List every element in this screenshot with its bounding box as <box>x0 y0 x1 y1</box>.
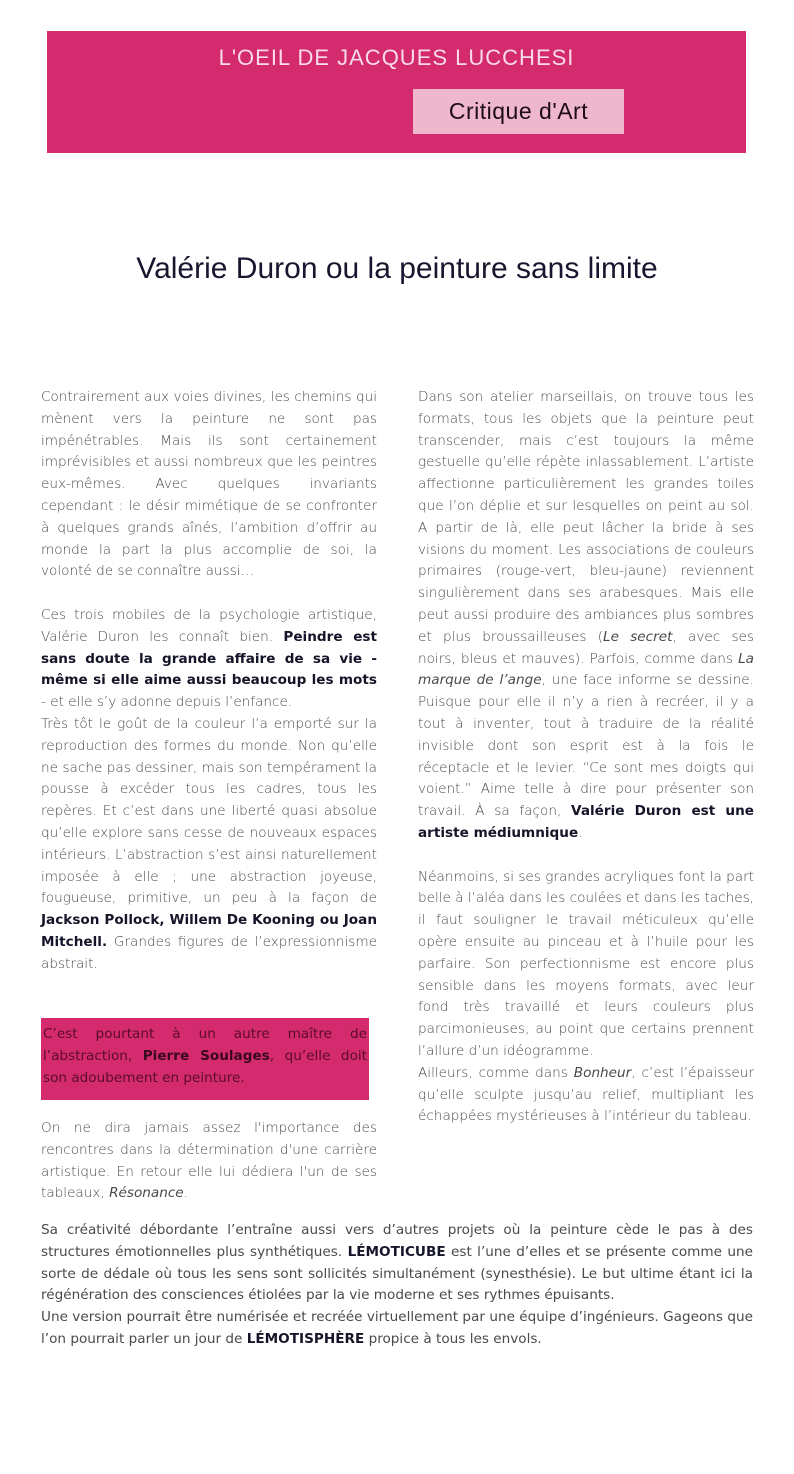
paragraph <box>41 1118 377 1205</box>
left-column-lower <box>41 1118 377 1205</box>
bold-text: LÉMOTISPHÈRE <box>246 1330 365 1347</box>
italic-title: Le secret <box>603 628 673 645</box>
paragraph <box>41 605 377 714</box>
italic-title: Résonance <box>109 1185 184 1202</box>
paragraph <box>41 387 377 583</box>
text: Très tôt le goût de la couleur l’a emporté sur la reproduction des formes du monde. Non qu’elle ne sache pas dessiner, mais son tempérament la pousse à excéder tous les cadres, tous les repères. Et c’est dans une liberté quasi absolue qu’elle explore sans cesse de nouveaux espaces intérieurs. L’abstraction s’est ainsi naturellement imposée à elle ; une abstraction joyeuse, fougueuse, primitive, un peu à la façon de <box>41 715 377 907</box>
site-title: L'OEIL DE JACQUES LUCCHESI <box>218 45 575 70</box>
text: Néanmoins, si ses grandes acryliques font la part belle à l’aléa dans les coulées et dans les taches, il faut souligner le travail méticuleux qu’elle opère ensuite au pinceau et à l’huile pour les parfaire. Son perfectionnisme est encore plus sensible dans les moyens formats, avec leur fond très travaillé et leurs couleurs plus parcimonieuses, au point que certains prennent l’allure d’un idéogramme. <box>418 868 754 1059</box>
text: Contrairement aux voies divines, les chemins qui mènent vers la peinture ne sont pas impénétrables. Mais ils sont certainement imprévisibles et aussi nombreux que les peintres eux-mêmes. Avec quelques invariants cependant : le désir mimétique de se confronter à quelques grands aînés, l’ambition d’offrir au monde la part la plus accomplie de soi, la volonté de se connaître aussi… <box>41 389 377 580</box>
text: On ne dira jamais assez l'importance des rencontres dans la détermination d'une carrière artistique. En retour elle lui dédiera l'un de ses tableaux, <box>41 1120 377 1202</box>
text: , qu’elle doit son adoubement en peinture. <box>43 1047 367 1086</box>
bold-text: Pierre Soulages <box>142 1047 270 1064</box>
text: - et elle s’y adonne depuis l’enfance. <box>41 694 293 711</box>
header-banner <box>47 31 746 153</box>
bold-text: Jackson Pollock, Willem De Kooning ou Joan Mitchell. <box>41 912 377 950</box>
text: , avec ses noirs, bleus et mauves). Parfois, comme dans <box>418 628 754 667</box>
left-column <box>41 387 377 976</box>
paragraph <box>41 714 377 976</box>
paragraph <box>41 1307 753 1351</box>
text: Ailleurs, comme dans <box>418 1064 574 1081</box>
italic-title: Bonheur <box>573 1064 632 1081</box>
italic-title: La marque de l’ange <box>418 650 754 689</box>
text: Une version pourrait être numérisée et recréée virtuellement par une équipe d’ingénieurs. Gageons que l’on pourrait parler un jour de <box>41 1309 753 1347</box>
text: . <box>578 824 583 841</box>
category-tag: Critique d'Art <box>413 89 624 134</box>
text: Ces trois mobiles de la psychologie artistique, Valérie Duron les connaît bien. <box>41 606 377 645</box>
text: . <box>183 1185 188 1202</box>
bold-text: Valérie Duron est une artiste médiumnique <box>418 803 754 841</box>
text: est l’une d’elles et se présente comme une sorte de dédale où tous les sens sont sollicités simultanément (synesthésie). Le but ultime étant ici la régénération des consciences étiolées par la vie moderne et ses rythmes épuisants. <box>41 1243 753 1304</box>
text: propice à tous les envols. <box>364 1330 542 1347</box>
highlight-callout <box>41 1018 369 1100</box>
text: Dans son atelier marseillais, on trouve tous les formats, tous les objets que la peinture peut transcender, mais c’est toujours la même gestuelle qu’elle répète inlassablement. L’artiste affectionne particulièrement les grandes toiles que l’on déplie et sur lesquelles on peint au sol. A partir de là, elle peut lâcher la bride à ses visions du moment. Les associations de couleurs primaires (rouge-vert, bleu-jaune) reviennent singulièrement dans ses arabesques. Mais elle peut aussi produire des ambiances plus sombres et plus broussailleuses ( <box>418 389 754 645</box>
text: Sa créativité débordante l’entraîne aussi vers d’autres projets où la peinture cède le pas à des structures émotionnelles plus synthétiques. <box>41 1222 753 1260</box>
text: Grandes figures de l’expressionnisme abstrait. <box>41 933 377 972</box>
right-column <box>418 387 754 1128</box>
bottom-section <box>41 1220 753 1351</box>
paragraph <box>418 867 754 1063</box>
text: , une face informe se dessine. Puisque pour elle il n’y a rien à recréer, il y a tout à inventer, tout à traduire de la réalité invisible dont son esprit est à la fois le réceptacle et le levier. “Ce sont mes doigts qui voient.” Aime telle à dire pour présenter son travail. À sa façon, <box>418 672 754 820</box>
paragraph <box>41 1220 753 1307</box>
text: C’est pourtant à un autre maître de l’abstraction, <box>43 1026 367 1064</box>
bold-text: LÉMOTICUBE <box>347 1243 446 1260</box>
bold-text: Peindre est sans doute la grande affaire de sa vie - même si elle aime aussi beaucoup les mots <box>41 628 377 689</box>
article-title: Valérie Duron ou la peinture sans limite <box>136 252 658 285</box>
paragraph <box>418 387 754 845</box>
paragraph <box>418 1063 754 1128</box>
text: , c’est l’épaisseur qu’elle sculpte jusqu’au relief, multipliant les échappées mystérieuses à l’intérieur du tableau. <box>418 1064 755 1125</box>
